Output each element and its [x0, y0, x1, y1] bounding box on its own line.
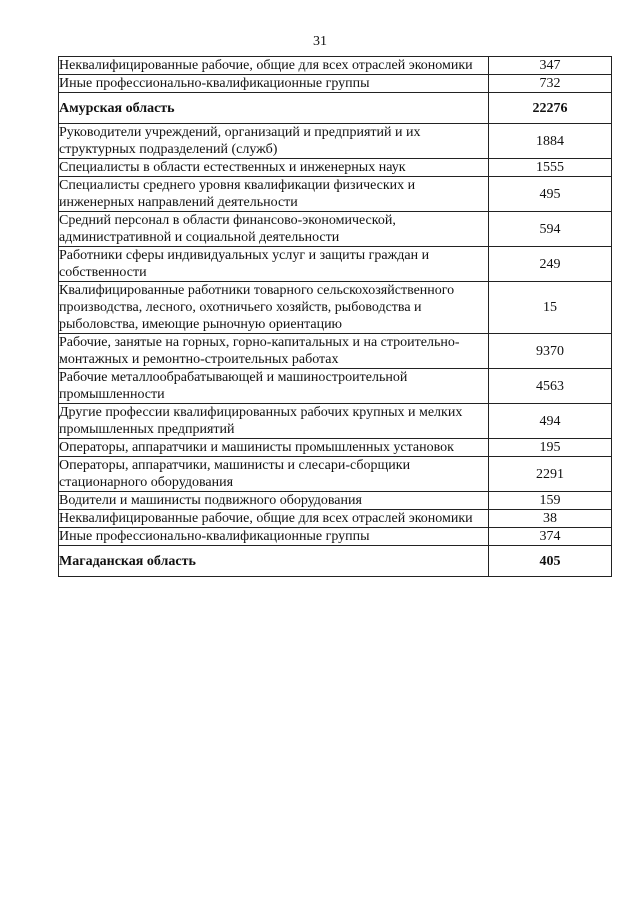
- occupation-group-cell: Водители и машинисты подвижного оборудования: [59, 492, 489, 510]
- count-cell: 249: [489, 247, 612, 282]
- table-row: [59, 177, 612, 212]
- count-cell: 374: [489, 528, 612, 546]
- region-total-cell: 22276: [489, 93, 612, 124]
- table-row: [59, 334, 612, 369]
- region-row: [59, 546, 612, 577]
- table-row: [59, 457, 612, 492]
- region-row: [59, 93, 612, 124]
- count-cell: 594: [489, 212, 612, 247]
- count-cell: 732: [489, 75, 612, 93]
- occupation-group-cell: Иные профессионально-квалификационные группы: [59, 528, 489, 546]
- count-cell: 495: [489, 177, 612, 212]
- table-row: [59, 528, 612, 546]
- count-cell: 494: [489, 404, 612, 439]
- table-row: [59, 369, 612, 404]
- count-cell: 347: [489, 57, 612, 75]
- occupation-group-cell: Иные профессионально-квалификационные группы: [59, 75, 489, 93]
- region-total-cell: 405: [489, 546, 612, 577]
- occupation-group-cell: Квалифицированные работники товарного сельскохозяйственного производства, лесного, охотничьего хозяйств, рыбоводства и рыболовства, имеющие рыночную ориентацию: [59, 282, 489, 334]
- table-body: [59, 57, 612, 577]
- count-cell: 159: [489, 492, 612, 510]
- table-row: [59, 510, 612, 528]
- occupation-group-cell: Работники сферы индивидуальных услуг и защиты граждан и собственности: [59, 247, 489, 282]
- table-row: [59, 282, 612, 334]
- occupation-group-cell: Операторы, аппаратчики, машинисты и слесари-сборщики стационарного оборудования: [59, 457, 489, 492]
- table-row: [59, 247, 612, 282]
- occupation-group-cell: Операторы, аппаратчики и машинисты промышленных установок: [59, 439, 489, 457]
- occupation-group-cell: Рабочие металлообрабатывающей и машиностроительной промышленности: [59, 369, 489, 404]
- table-row: [59, 492, 612, 510]
- count-cell: 4563: [489, 369, 612, 404]
- occupation-group-cell: Руководители учреждений, организаций и предприятий и их структурных подразделений (служб): [59, 124, 489, 159]
- occupation-group-cell: Средний персонал в области финансово-экономической, административной и социальной деятельности: [59, 212, 489, 247]
- count-cell: 2291: [489, 457, 612, 492]
- table-row: [59, 212, 612, 247]
- occupation-group-cell: Специалисты в области естественных и инженерных наук: [59, 159, 489, 177]
- count-cell: 9370: [489, 334, 612, 369]
- occupation-group-cell: Рабочие, занятые на горных, горно-капитальных и на строительно-монтажных и ремонтно-строительных работах: [59, 334, 489, 369]
- occupations-table: [58, 56, 612, 577]
- occupation-group-cell: Неквалифицированные рабочие, общие для всех отраслей экономики: [59, 510, 489, 528]
- occupation-group-cell: Другие профессии квалифицированных рабочих крупных и мелких промышленных предприятий: [59, 404, 489, 439]
- count-cell: 1555: [489, 159, 612, 177]
- count-cell: 15: [489, 282, 612, 334]
- page-number: 31: [313, 34, 327, 49]
- count-cell: 195: [489, 439, 612, 457]
- region-name-cell: Магаданская область: [59, 546, 489, 577]
- table-row: [59, 439, 612, 457]
- table-row: [59, 404, 612, 439]
- table-row: [59, 124, 612, 159]
- count-cell: 1884: [489, 124, 612, 159]
- table-row: [59, 57, 612, 75]
- region-name-cell: Амурская область: [59, 93, 489, 124]
- count-cell: 38: [489, 510, 612, 528]
- occupation-group-cell: Специалисты среднего уровня квалификации физических и инженерных направлений деятельности: [59, 177, 489, 212]
- table-row: [59, 159, 612, 177]
- table-row: [59, 75, 612, 93]
- occupation-group-cell: Неквалифицированные рабочие, общие для всех отраслей экономики: [59, 57, 489, 75]
